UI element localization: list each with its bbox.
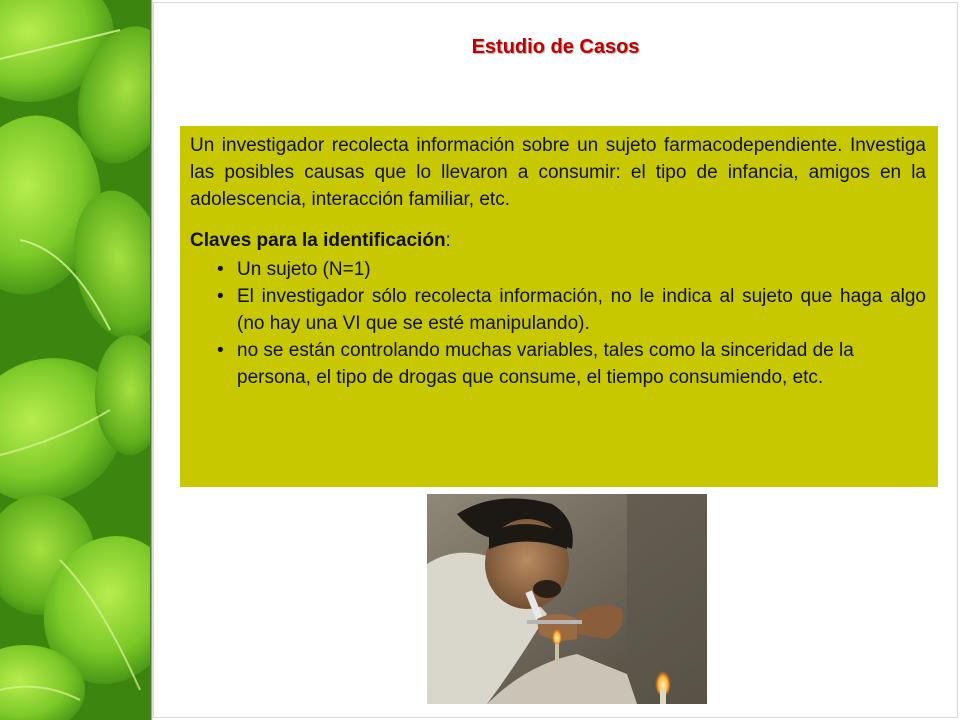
- content-box: [180, 126, 938, 487]
- man-smoking-photo: [427, 494, 707, 704]
- list-item-text: El investigador sólo recolecta información, no le indica al sujeto que haga algo (no hay una VI que se esté manipulando).: [237, 286, 926, 334]
- leaf-pattern-icon: [0, 0, 150, 720]
- slide-title: Estudio de Casos: [471, 36, 640, 58]
- bullet-icon: •: [217, 340, 224, 361]
- keys-heading: [190, 227, 926, 254]
- list-item: [190, 283, 926, 337]
- leaf-decoration-panel: [0, 0, 150, 720]
- keys-heading-colon: :: [445, 230, 451, 251]
- man-smoking-photo-icon: [427, 494, 707, 704]
- keys-heading-label: Claves para la identificación: [190, 230, 446, 251]
- list-item-text: no se están controlando muchas variables, tales como la sinceridad de la persona, el tipo de drogas que consume, el tiempo consumiendo, etc.: [237, 340, 854, 388]
- list-item: [190, 337, 926, 391]
- list-item: [190, 256, 926, 283]
- list-item-text: Un sujeto (N=1): [237, 259, 371, 280]
- bullet-icon: •: [217, 286, 224, 307]
- intro-paragraph: Un investigador recolecta información sobre un sujeto farmacodependiente. Investiga las posibles causas que lo llevaron a consumir: el tipo de infancia, amigos en la adolescencia, interacción familiar, etc.: [190, 135, 926, 210]
- bullet-icon: •: [217, 259, 224, 280]
- keys-list: [190, 256, 926, 391]
